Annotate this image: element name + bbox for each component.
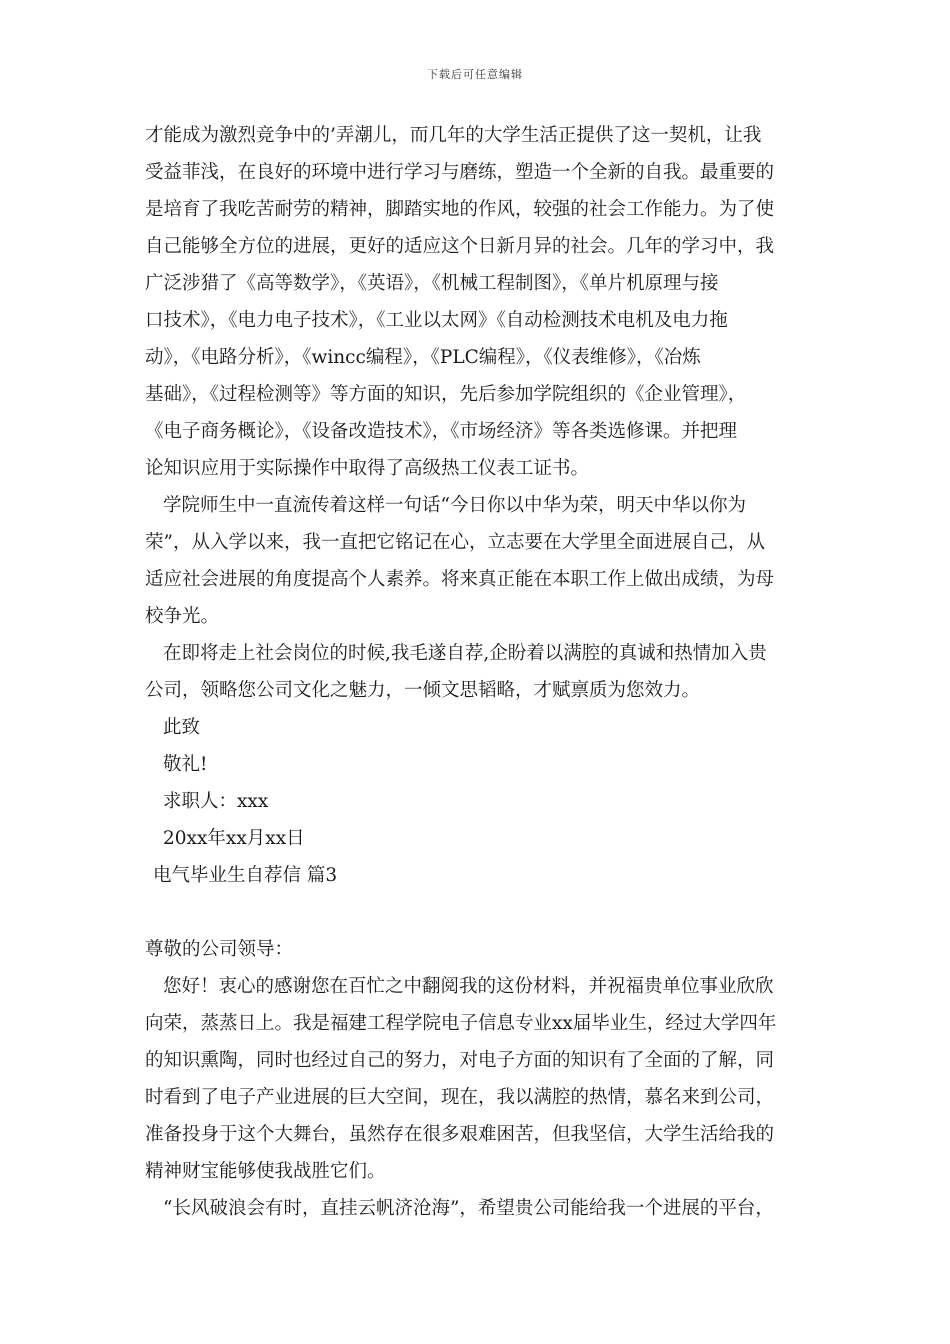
paragraph-start-line: “长风破浪会有时，直挂云帆济沧海”，希望贵公司能给我一个进展的平台，	[163, 1198, 774, 1219]
page-header-note: 下载后可任意编辑	[427, 68, 523, 81]
body-line: 精神财宝能够使我战胜它们。	[145, 1161, 386, 1182]
closing-regards: 敬礼!	[163, 754, 208, 775]
body-line: 动》，《电路分析》，《wincc编程》，《PLC编程》，《仪表维修》，《冶炼	[145, 347, 701, 368]
applicant-signature: 求职人：xxx	[163, 791, 269, 812]
body-line: 广泛涉猎了《高等数学》，《英语》，《机械工程制图》，《单片机原理与接	[145, 273, 719, 294]
body-line: 自己能够全方位的进展，更好的适应这个日新月异的社会。几年的学习中，我	[145, 236, 775, 257]
paragraph-start-line: 您好！衷心的感谢您在百忙之中翻阅我的这份材料，并祝福贵单位事业欣欣	[163, 976, 774, 997]
spacer	[145, 894, 815, 931]
document-body	[145, 117, 815, 1227]
body-line: 荣”，从入学以来，我一直把它铭记在心，立志要在大学里全面进展自己，从	[145, 532, 765, 553]
closing-salutation: 此致	[163, 717, 201, 738]
body-line: 适应社会进展的角度提高个人素养。将来真正能在本职工作上做出成绩，为母	[145, 569, 775, 590]
body-line: 口技术》，《电力电子技术》，《工业以太网》《自动检测技术电机及电力拖	[145, 310, 728, 331]
body-line: 是培育了我吃苦耐劳的精神，脚踏实地的作风，较强的社会工作能力。为了使	[145, 199, 775, 220]
body-line: 时看到了电子产业进展的巨大空间，现在，我以满腔的热情，慕名来到公司，	[145, 1087, 775, 1108]
body-line: 论知识应用于实际操作中取得了高级热工仪表工证书。	[145, 458, 590, 479]
body-line: 才能成为激烈竞争中的’弄潮儿，而几年的大学生活正提供了这一契机，让我	[145, 125, 762, 146]
body-line: 受益菲浅，在良好的环境中进行学习与磨练，塑造一个全新的自我。最重要的	[145, 162, 775, 183]
section-title: 电气毕业生自荐信 篇3	[153, 865, 338, 886]
paragraph-start-line: 学院师生中一直流传着这样一句话“今日你以中华为荣，明天中华以你为	[163, 495, 746, 516]
body-line: 校争光。	[145, 606, 220, 627]
paragraph-start-line: 在即将走上社会岗位的时候,我毛遂自荐,企盼着以满腔的真诚和热情加入贵	[163, 643, 767, 664]
letter-date: 20xx年xx月xx日	[163, 828, 305, 849]
body-line: 《电子商务概论》，《设备改造技术》，《市场经济》等各类选修课。并把理	[145, 421, 738, 442]
letter-greeting: 尊敬的公司领导：	[145, 939, 294, 960]
body-line: 公司，领略您公司文化之魅力，一倾文思韬略，才赋禀质为您效力。	[145, 680, 701, 701]
body-line: 向荣，蒸蒸日上。我是福建工程学院电子信息专业xx届毕业生，经过大学四年	[145, 1013, 777, 1034]
body-line: 的知识熏陶，同时也经过自己的努力，对电子方面的知识有了全面的了解，同	[145, 1050, 775, 1071]
body-line: 基础》，《过程检测等》等方面的知识，先后参加学院组织的《企业管理》，	[145, 384, 747, 405]
body-line: 准备投身于这个大舞台，虽然存在很多艰难困苦，但我坚信，大学生活给我的	[145, 1124, 775, 1145]
